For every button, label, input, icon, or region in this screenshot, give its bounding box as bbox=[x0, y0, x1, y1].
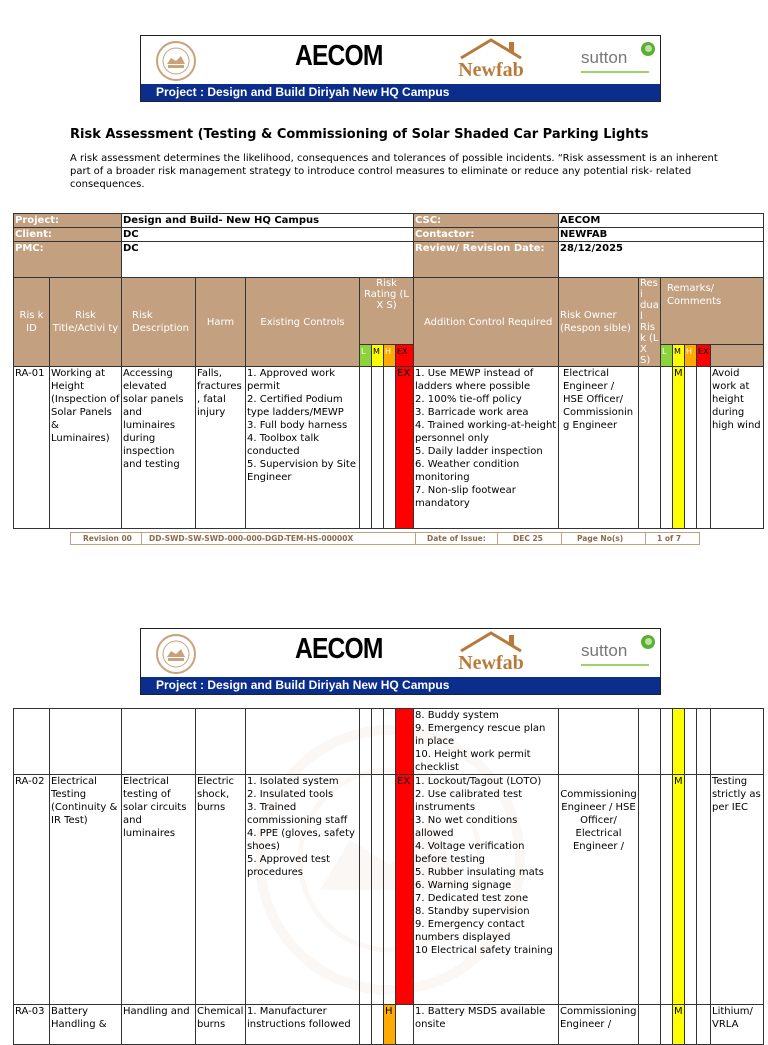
risk-table-page-1 bbox=[13, 213, 764, 529]
additional-item: 3. Barricade work area bbox=[415, 407, 529, 418]
residual-level-EX: EX bbox=[697, 345, 711, 367]
meta-pmc-value: DC bbox=[122, 242, 414, 278]
row1-cont-H bbox=[384, 709, 396, 775]
col-risk-title: Risk Title/Activi ty bbox=[50, 278, 122, 367]
existing-item: 2. Insulated tools bbox=[247, 789, 334, 800]
additional-item: 6. Weather condition monitoring bbox=[415, 459, 520, 483]
row1-id: RA-01 bbox=[14, 367, 50, 529]
intro-paragraph: A risk assessment determines the likelihood, consequences and tolerances of possible incidents. “Risk assessment is an inherent part of a broader risk management strategy to introduce control measures to eliminate or reduce any potential risk- related consequences. bbox=[70, 153, 718, 190]
rating-level-EX: EX bbox=[396, 345, 414, 367]
row3-residual-M: M bbox=[673, 1005, 685, 1045]
additional-item: 1. Lockout/Tagout (LOTO) bbox=[415, 776, 542, 787]
row1-residual-spacer bbox=[639, 367, 661, 529]
additional-item: 2. 100% tie-off policy bbox=[415, 394, 522, 405]
col-residual-risk: Resi dual Risk (L X S) bbox=[640, 278, 659, 366]
page-header-2 bbox=[140, 628, 661, 695]
risk-table-page-2 bbox=[13, 708, 764, 1045]
meta-review-label: Review/ Revision Date: bbox=[414, 242, 559, 278]
residual-level-L: L bbox=[661, 345, 673, 367]
row3-harm: Chemical burns bbox=[196, 1005, 246, 1045]
sutton-wordmark: sutton bbox=[581, 48, 628, 67]
additional-item: 7. Dedicated test zone bbox=[415, 893, 529, 904]
row3-residual-L bbox=[661, 1005, 673, 1045]
table-row bbox=[14, 709, 764, 775]
row1-additional bbox=[414, 367, 559, 529]
additional-item: 6. Warning signage bbox=[415, 880, 512, 891]
sutton-logo bbox=[581, 42, 659, 82]
row1-cont-res-H bbox=[685, 709, 697, 775]
diriyah-seal-logo bbox=[155, 633, 197, 675]
existing-item: 5. Approved test procedures bbox=[247, 854, 331, 878]
footer-doc-number: DD-SWD-SW-SWD-000-000-DGD-TEM-HS-00000X bbox=[149, 534, 354, 543]
meta-csc-value: AECOM bbox=[559, 214, 764, 228]
existing-item: 4. PPE (gloves, safety shoes) bbox=[247, 828, 355, 852]
row2-rating-L bbox=[360, 775, 372, 1005]
row1-harm: Falls, fractures, fatal injury bbox=[196, 367, 246, 529]
col-additional-control: Addition Control Required bbox=[414, 278, 559, 367]
document-title: Risk Assessment (Testing & Commissioning of Solar Shaded Car Parking Lights bbox=[70, 127, 649, 142]
project-bar bbox=[141, 677, 660, 694]
row3-rating-EX bbox=[396, 1005, 414, 1045]
residual-level-M: M bbox=[673, 345, 685, 367]
row1-cont-M bbox=[372, 709, 384, 775]
meta-pmc-label: PMC: bbox=[14, 242, 122, 278]
meta-project-label: Project: bbox=[14, 214, 122, 228]
row1-additional-cont bbox=[414, 709, 559, 775]
row1-cont-EX bbox=[396, 709, 414, 775]
rating-level-H: H bbox=[384, 345, 396, 367]
existing-item: 1. Manufacturer instructions followed bbox=[247, 1006, 351, 1030]
sutton-wordmark: sutton bbox=[581, 641, 628, 660]
col-harm: Harm bbox=[196, 278, 246, 367]
existing-item: 3. Full body harness bbox=[247, 420, 348, 431]
project-bar-text: Project : Design and Build Diriyah New HQ Campus bbox=[156, 85, 450, 99]
row2-harm: Electric shock, burns bbox=[196, 775, 246, 1005]
row2-title: Electrical Testing (Continuity & IR Test) bbox=[50, 775, 122, 1005]
sutton-underline bbox=[581, 664, 649, 666]
row3-owner: Commissioning Engineer / bbox=[559, 1005, 639, 1045]
additional-item: 8. Buddy system bbox=[415, 710, 499, 721]
additional-item: 10 Electrical safety training bbox=[415, 945, 553, 956]
row1-rating-L bbox=[360, 367, 372, 529]
col-risk-owner: Risk Owner (Respon sible) bbox=[559, 278, 639, 367]
row2-rating-EX: EX bbox=[396, 775, 414, 1005]
row1-cont-res-EX bbox=[697, 709, 711, 775]
newfab-wordmark: Newfab bbox=[458, 59, 524, 81]
row1-rating-H bbox=[384, 367, 396, 529]
additional-item: 1. Battery MSDS available onsite bbox=[415, 1006, 546, 1030]
row1-owner: Electrical Engineer / HSE Officer/ Commissioning Engineer bbox=[559, 367, 639, 529]
existing-item: 1. Isolated system bbox=[247, 776, 339, 787]
additional-item: 8. Standby supervision bbox=[415, 906, 530, 917]
logo-strip bbox=[141, 36, 660, 84]
meta-client-value: DC bbox=[122, 228, 414, 242]
footer-date-value: DEC 25 bbox=[513, 534, 543, 543]
row1-rating-EX: EX bbox=[396, 367, 414, 529]
row3-remarks: Lithium/ VRLA bbox=[711, 1005, 764, 1045]
row1-cont-title bbox=[50, 709, 122, 775]
page-footer bbox=[70, 532, 700, 545]
row3-residual-H bbox=[685, 1005, 697, 1045]
page-header-1 bbox=[140, 35, 661, 102]
newfab-logo bbox=[453, 629, 529, 675]
row3-description: Handling and bbox=[122, 1005, 196, 1045]
meta-contractor-label: Contactor: bbox=[414, 228, 559, 242]
additional-item: 5. Rubber insulating mats bbox=[415, 867, 544, 878]
project-bar-text: Project : Design and Build Diriyah New HQ Campus bbox=[156, 678, 450, 692]
row3-id: RA-03 bbox=[14, 1005, 50, 1045]
additional-item: 5. Daily ladder inspection bbox=[415, 446, 543, 457]
row1-remarks: Avoid work at height during high wind bbox=[711, 367, 764, 529]
row2-id: RA-02 bbox=[14, 775, 50, 1005]
sutton-dot-highlight bbox=[645, 45, 652, 52]
additional-item: 9. Emergency contact numbers displayed bbox=[415, 919, 525, 943]
existing-item: 2. Certified Podium type ladders/MEWP bbox=[247, 394, 344, 418]
row1-cont-owner bbox=[559, 709, 639, 775]
sutton-dot-highlight bbox=[645, 638, 652, 645]
row2-residual-H bbox=[685, 775, 697, 1005]
row2-residual-EX bbox=[697, 775, 711, 1005]
residual-level-H: H bbox=[685, 345, 697, 367]
table-row bbox=[14, 367, 764, 529]
existing-item: 4. Toolbox talk conducted bbox=[247, 433, 320, 457]
col-risk-description: Risk Description bbox=[122, 278, 196, 367]
aecom-logo: AECOM bbox=[295, 40, 383, 72]
newfab-wordmark: Newfab bbox=[458, 652, 524, 674]
additional-item: 10. Height work permit checklist bbox=[415, 749, 531, 773]
aecom-logo: AECOM bbox=[295, 633, 383, 665]
row1-residual-M: M bbox=[673, 367, 685, 529]
row1-existing bbox=[246, 367, 360, 529]
additional-item: 1. Use MEWP instead of ladders where possible bbox=[415, 368, 534, 392]
row2-residual-spacer bbox=[639, 775, 661, 1005]
row1-cont-res-L bbox=[661, 709, 673, 775]
col-risk-rating: Risk Rating (L X S) bbox=[360, 278, 414, 345]
row3-additional bbox=[414, 1005, 559, 1045]
footer-revision: Revision 00 bbox=[83, 534, 132, 543]
diriyah-seal-logo bbox=[155, 40, 197, 82]
row2-residual-L bbox=[661, 775, 673, 1005]
col-remarks: Remarks/ Comments bbox=[661, 278, 764, 345]
table-row bbox=[14, 1005, 764, 1045]
table-row bbox=[14, 775, 764, 1005]
row2-rating-M bbox=[372, 775, 384, 1005]
row1-cont-description bbox=[122, 709, 196, 775]
additional-item: 7. Non-slip footwear mandatory bbox=[415, 485, 516, 509]
remarks-spacer bbox=[711, 345, 764, 367]
row2-description: Electrical testing of solar circuits and luminaires bbox=[122, 775, 196, 1005]
row1-title: Working at Height (Inspection of Solar Panels & Luminaires) bbox=[50, 367, 122, 529]
row2-existing bbox=[246, 775, 360, 1005]
row1-rating-M bbox=[372, 367, 384, 529]
row3-residual-spacer bbox=[639, 1005, 661, 1045]
footer-page-value: 1 of 7 bbox=[657, 534, 682, 543]
row3-rating-M bbox=[372, 1005, 384, 1045]
existing-item: 1. Approved work permit bbox=[247, 368, 336, 392]
existing-item: 5. Supervision by Site Engineer bbox=[247, 459, 356, 483]
row3-rating-H: H bbox=[384, 1005, 396, 1045]
col-existing-controls: Existing Controls bbox=[246, 278, 360, 367]
existing-item: 3. Trained commissioning staff bbox=[247, 802, 348, 826]
rating-level-L: L bbox=[360, 345, 372, 367]
col-risk-id: Ris k ID bbox=[14, 278, 50, 367]
footer-page-label: Page No(s) bbox=[577, 534, 624, 543]
row2-owner: Commissioning Engineer / HSE Officer/ Electrical Engineer / bbox=[559, 775, 639, 1005]
row2-additional bbox=[414, 775, 559, 1005]
sutton-underline bbox=[581, 71, 649, 73]
row1-residual-H bbox=[685, 367, 697, 529]
meta-project-value: Design and Build- New HQ Campus bbox=[122, 214, 414, 228]
row1-cont-res-M bbox=[673, 709, 685, 775]
row3-residual-EX bbox=[697, 1005, 711, 1045]
additional-item: 9. Emergency rescue plan in place bbox=[415, 723, 546, 747]
row1-cont-spacer bbox=[639, 709, 661, 775]
meta-csc-label: CSC: bbox=[414, 214, 559, 228]
row1-residual-L bbox=[661, 367, 673, 529]
sutton-logo bbox=[581, 635, 659, 675]
newfab-logo bbox=[453, 36, 529, 82]
additional-item: 2. Use calibrated test instruments bbox=[415, 789, 523, 813]
rating-level-M: M bbox=[372, 345, 384, 367]
footer-date-label: Date of Issue: bbox=[427, 534, 486, 543]
meta-review-value: 28/12/2025 bbox=[559, 242, 764, 278]
meta-contractor-value: NEWFAB bbox=[559, 228, 764, 242]
row1-cont-L bbox=[360, 709, 372, 775]
row2-rating-H bbox=[384, 775, 396, 1005]
row2-remarks: Testing strictly as per IEC bbox=[711, 775, 764, 1005]
meta-client-label: Client: bbox=[14, 228, 122, 242]
additional-item: 3. No wet conditions allowed bbox=[415, 815, 518, 839]
row1-cont-remarks bbox=[711, 709, 764, 775]
row2-residual-M: M bbox=[673, 775, 685, 1005]
row1-cont-harm bbox=[196, 709, 246, 775]
row1-residual-EX bbox=[697, 367, 711, 529]
row1-cont-id bbox=[14, 709, 50, 775]
row3-existing bbox=[246, 1005, 360, 1045]
row3-rating-L bbox=[360, 1005, 372, 1045]
row1-cont-existing bbox=[246, 709, 360, 775]
project-bar bbox=[141, 84, 660, 101]
additional-item: 4. Voltage verification before testing bbox=[415, 841, 525, 865]
logo-strip bbox=[141, 629, 660, 677]
row3-title: Battery Handling & bbox=[50, 1005, 122, 1045]
additional-item: 4. Trained working-at-height personnel only bbox=[415, 420, 557, 444]
row1-description: Accessing elevated solar panels and luminaires during inspection and testing bbox=[122, 367, 196, 529]
